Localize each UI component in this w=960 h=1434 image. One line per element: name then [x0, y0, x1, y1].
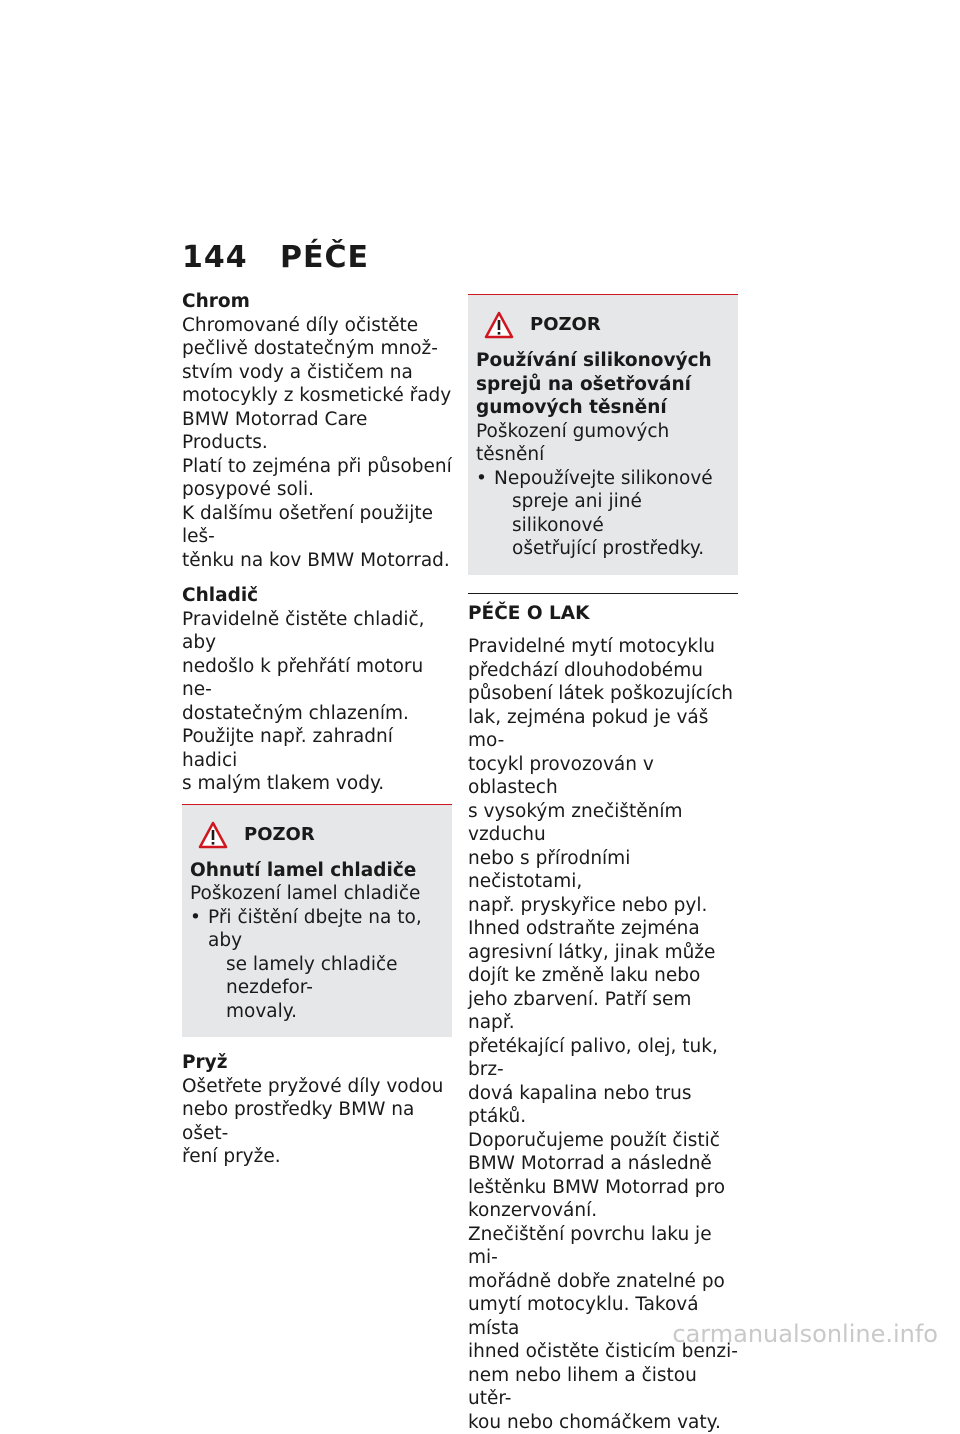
section-divider	[468, 593, 738, 602]
text-line: konzervování.	[468, 1199, 738, 1223]
text-line: lak, zejména pokud je váš mo-	[468, 706, 738, 753]
section-heading-chladic: Chladič	[182, 584, 452, 608]
warning-triangle-icon	[484, 311, 514, 339]
text-line: kou nebo chomáčkem vaty.	[468, 1411, 738, 1434]
text-line: BMW Motorrad a následně	[468, 1152, 738, 1176]
right-column	[468, 294, 738, 1434]
text-line: agresivní látky, jinak může	[468, 941, 738, 965]
text-line: Ošetřete pryžové díly vodou	[182, 1075, 452, 1099]
bullet-line: Nepoužívejte silikonové	[494, 468, 713, 489]
text-line: nedošlo k přehřátí motoru ne-	[182, 655, 452, 702]
text-line: jeho zbarvení. Patří sem např.	[468, 988, 738, 1035]
text-line: Ihned odstraňte zejména	[468, 917, 738, 941]
text-line: Použijte např. zahradní hadici	[182, 725, 452, 772]
left-column	[182, 290, 452, 1169]
warning-box-radiator	[182, 804, 452, 1038]
warning-heading-line: sprejů na ošetřování	[476, 373, 730, 397]
warning-box-silicone	[468, 294, 738, 575]
bullet-line: ošetřující prostředky.	[494, 537, 730, 561]
text-line: Doporučujeme použít čistič	[468, 1129, 738, 1153]
section-heading-pryz: Pryž	[182, 1051, 452, 1075]
bullet-line: se lamely chladiče nezdefor-	[208, 953, 444, 1000]
text-line: posypové soli.	[182, 478, 452, 502]
section-title-lak: PÉČE O LAK	[468, 602, 738, 626]
bullet-line: Při čištění dbejte na to, aby	[208, 907, 422, 952]
text-line: stvím vody a čističem na	[182, 361, 452, 385]
text-line: dojít ke změně laku nebo	[468, 964, 738, 988]
text-line: těnku na kov BMW Motorrad.	[182, 549, 452, 573]
page-header	[182, 240, 369, 275]
text-line: motocykly z kosmetické řady	[182, 384, 452, 408]
lak-text	[468, 635, 738, 1434]
text-line: nebo prostředky BMW na ošet-	[182, 1098, 452, 1145]
warning-heading-line: gumových těsnění	[476, 396, 730, 420]
text-line: mořádně dobře znatelné po	[468, 1270, 738, 1294]
section-heading-chrom: Chrom	[182, 290, 452, 314]
warning-bullet: • Při čištění dbejte na to, aby se lamely chladiče nezdefor- movaly.	[190, 906, 444, 1024]
chrom-text	[182, 314, 452, 573]
text-line: Platí to zejména při působení	[182, 455, 452, 479]
page-number: 144	[182, 240, 280, 275]
text-line: K dalšímu ošetření použijte leš-	[182, 502, 452, 549]
text-line: nem nebo lihem a čistou utěr-	[468, 1364, 738, 1411]
warning-label: POZOR	[244, 823, 315, 847]
text-line: Znečištění povrchu laku je mi-	[468, 1223, 738, 1270]
text-line: přetékající palivo, olej, tuk, brz-	[468, 1035, 738, 1082]
warning-header	[190, 821, 444, 849]
pryz-text	[182, 1075, 452, 1169]
chladic-text	[182, 608, 452, 796]
text-line: dová kapalina nebo trus ptáků.	[468, 1082, 738, 1129]
warning-text: Poškození lamel chladiče	[190, 882, 444, 906]
warning-heading-line: Používání silikonových	[476, 349, 730, 373]
text-line: např. pryskyřice nebo pyl.	[468, 894, 738, 918]
warning-header	[476, 311, 730, 339]
text-line: Pravidelně čistěte chladič, aby	[182, 608, 452, 655]
bullet-line: movaly.	[208, 1000, 444, 1024]
text-line: Pravidelné mytí motocyklu	[468, 635, 738, 659]
text-line: ihned očistěte čisticím benzi-	[468, 1340, 738, 1364]
text-line: tocykl provozován v oblastech	[468, 753, 738, 800]
warning-bullet: • Nepoužívejte silikonové spreje ani jiné silikonové ošetřující prostředky.	[476, 467, 730, 561]
text-line: s vysokým znečištěním vzduchu	[468, 800, 738, 847]
warning-text: Poškození gumových těsnění	[476, 420, 730, 467]
warning-triangle-icon	[198, 821, 228, 849]
bullet-line: spreje ani jiné silikonové	[494, 490, 730, 537]
text-line: Chromované díly očistěte	[182, 314, 452, 338]
text-line: s malým tlakem vody.	[182, 772, 452, 796]
text-line: dostatečným chlazením.	[182, 702, 452, 726]
text-line: umytí motocyklu. Taková místa	[468, 1293, 738, 1340]
text-line: ření pryže.	[182, 1145, 452, 1169]
page-title: PÉČE	[280, 240, 369, 275]
text-line: předchází dlouhodobému	[468, 659, 738, 683]
text-line: leštěnku BMW Motorrad pro	[468, 1176, 738, 1200]
text-line: BMW Motorrad Care Products.	[182, 408, 452, 455]
warning-heading: Ohnutí lamel chladiče	[190, 859, 444, 883]
text-line: působení látek poškozujících	[468, 682, 738, 706]
text-line: nebo s přírodními nečistotami,	[468, 847, 738, 894]
watermark: carmanualsonline.info	[672, 1320, 938, 1348]
text-line: pečlivě dostatečným množ-	[182, 337, 452, 361]
warning-label: POZOR	[530, 313, 601, 337]
